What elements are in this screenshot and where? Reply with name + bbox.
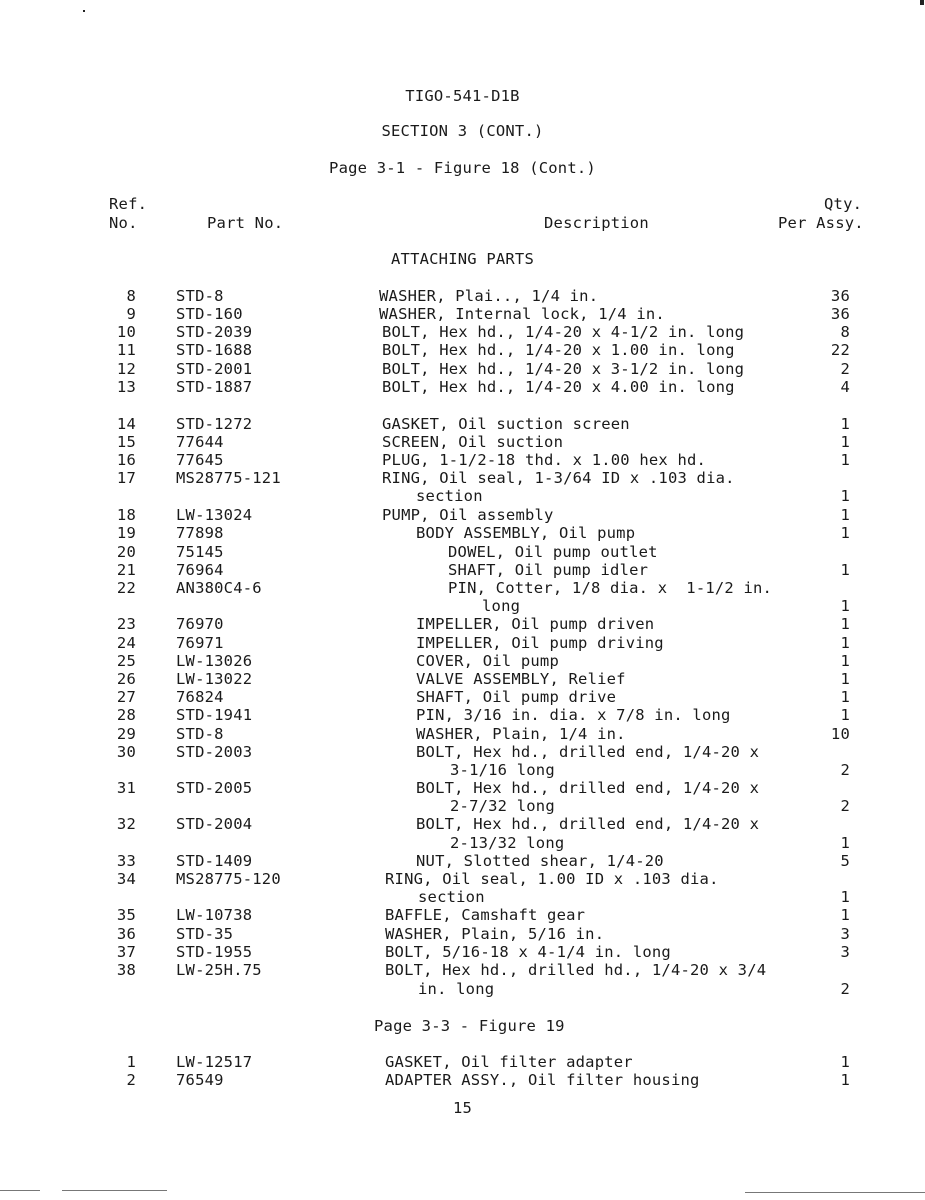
row-quantity: 36 <box>830 287 850 305</box>
row-quantity: 5 <box>840 852 850 870</box>
row-part-number: 77644 <box>176 433 224 451</box>
scan-edge-line <box>0 1190 40 1191</box>
scan-speck <box>920 0 924 5</box>
row-quantity: 1 <box>840 451 850 469</box>
row-description: 2-13/32 long <box>450 834 565 852</box>
row-ref-number: 38 <box>116 961 136 979</box>
row-quantity: 3 <box>840 925 850 943</box>
row-part-number: STD-8 <box>176 725 224 743</box>
row-ref-number: 29 <box>116 725 136 743</box>
row-description: BOLT, Hex hd., 1/4-20 x 4-1/2 in. long <box>382 323 745 341</box>
row-description: in. long <box>418 980 495 998</box>
row-quantity: 10 <box>830 725 850 743</box>
row-part-number: MS28775-120 <box>176 870 281 888</box>
row-ref-number: 31 <box>116 779 136 797</box>
row-ref-number: 16 <box>116 451 136 469</box>
row-description: NUT, Slotted shear, 1/4-20 <box>416 852 664 870</box>
row-description: GASKET, Oil filter adapter <box>385 1053 633 1071</box>
row-description: SCREEN, Oil suction <box>382 433 564 451</box>
row-part-number: 76549 <box>176 1071 224 1089</box>
description-header: Description <box>544 214 649 232</box>
row-quantity: 2 <box>840 360 850 378</box>
page-number: 15 <box>452 1099 473 1117</box>
row-ref-number: 32 <box>116 815 136 833</box>
row-ref-number: 12 <box>116 360 136 378</box>
row-description: BOLT, Hex hd., 1/4-20 x 3-1/2 in. long <box>382 360 745 378</box>
row-quantity: 2 <box>840 797 850 815</box>
row-description: WASHER, Internal lock, 1/4 in. <box>379 305 665 323</box>
row-ref-number: 27 <box>116 688 136 706</box>
row-description: BOLT, 5/16-18 x 4-1/4 in. long <box>385 943 671 961</box>
row-part-number: 76971 <box>176 634 224 652</box>
row-quantity: 1 <box>840 906 850 924</box>
row-quantity: 4 <box>840 378 850 396</box>
row-description: section <box>418 888 485 906</box>
row-quantity: 1 <box>840 834 850 852</box>
row-description: WASHER, Plain, 5/16 in. <box>385 925 605 943</box>
row-ref-number: 23 <box>116 615 136 633</box>
row-quantity: 1 <box>840 415 850 433</box>
row-description: RING, Oil seal, 1.00 ID x .103 dia. <box>385 870 719 888</box>
row-quantity: 36 <box>830 305 850 323</box>
row-ref-number: 17 <box>116 469 136 487</box>
row-part-number: 76970 <box>176 615 224 633</box>
row-description: COVER, Oil pump <box>416 652 559 670</box>
row-ref-number: 15 <box>116 433 136 451</box>
row-part-number: LW-25H.75 <box>176 961 262 979</box>
row-part-number: STD-2039 <box>176 323 253 341</box>
row-description: RING, Oil seal, 1-3/64 ID x .103 dia. <box>382 469 735 487</box>
row-quantity: 1 <box>840 615 850 633</box>
row-ref-number: 35 <box>116 906 136 924</box>
row-ref-number: 1 <box>126 1053 136 1071</box>
scan-speck <box>83 10 85 12</box>
row-ref-number: 14 <box>116 415 136 433</box>
row-description: BOLT, Hex hd., drilled end, 1/4-20 x <box>416 779 760 797</box>
row-ref-number: 28 <box>116 706 136 724</box>
row-description: BOLT, Hex hd., 1/4-20 x 1.00 in. long <box>382 341 735 359</box>
row-part-number: STD-1941 <box>176 706 253 724</box>
row-part-number: STD-1955 <box>176 943 253 961</box>
row-description: IMPELLER, Oil pump driven <box>416 615 655 633</box>
row-description: SHAFT, Oil pump drive <box>416 688 617 706</box>
row-quantity: 1 <box>840 506 850 524</box>
row-part-number: STD-160 <box>176 305 243 323</box>
row-part-number: 75145 <box>176 543 224 561</box>
row-part-number: STD-2003 <box>176 743 253 761</box>
row-description: section <box>416 487 483 505</box>
row-quantity: 1 <box>840 670 850 688</box>
row-part-number: STD-1409 <box>176 852 253 870</box>
row-description: VALVE ASSEMBLY, Relief <box>416 670 626 688</box>
document-id: TIGO-541-D1B <box>405 87 520 105</box>
row-ref-number: 19 <box>116 524 136 542</box>
row-quantity: 1 <box>840 597 850 615</box>
row-part-number: LW-13026 <box>176 652 253 670</box>
row-ref-number: 36 <box>116 925 136 943</box>
row-description: WASHER, Plain, 1/4 in. <box>416 725 626 743</box>
row-description: PIN, Cotter, 1/8 dia. x 1-1/2 in. <box>448 579 773 597</box>
row-part-number: STD-35 <box>176 925 234 943</box>
ref-header-line2: No. <box>109 214 138 232</box>
row-quantity: 1 <box>840 524 850 542</box>
row-quantity: 1 <box>840 706 850 724</box>
row-ref-number: 18 <box>116 506 136 524</box>
row-part-number: STD-2005 <box>176 779 253 797</box>
row-description: BODY ASSEMBLY, Oil pump <box>416 524 636 542</box>
row-quantity: 1 <box>840 561 850 579</box>
row-part-number: LW-12517 <box>176 1053 253 1071</box>
row-description: BOLT, Hex hd., drilled hd., 1/4-20 x 3/4 <box>385 961 767 979</box>
scan-edge-line <box>745 1192 925 1193</box>
row-ref-number: 37 <box>116 943 136 961</box>
figure-reference: Page 3-1 - Figure 18 (Cont.) <box>329 159 596 177</box>
row-ref-number: 34 <box>116 870 136 888</box>
row-ref-number: 30 <box>116 743 136 761</box>
row-quantity: 1 <box>840 433 850 451</box>
row-quantity: 1 <box>840 1071 850 1089</box>
row-part-number: 76964 <box>176 561 224 579</box>
row-quantity: 1 <box>840 634 850 652</box>
row-quantity: 1 <box>840 487 850 505</box>
scan-edge-line <box>62 1190 167 1191</box>
row-description: BAFFLE, Camshaft gear <box>385 906 586 924</box>
row-part-number: STD-1272 <box>176 415 253 433</box>
row-description: SHAFT, Oil pump idler <box>448 561 649 579</box>
row-part-number: STD-1688 <box>176 341 253 359</box>
row-description: IMPELLER, Oil pump driving <box>416 634 664 652</box>
row-ref-number: 22 <box>116 579 136 597</box>
attaching-parts-heading: ATTACHING PARTS <box>391 250 534 268</box>
row-quantity: 1 <box>840 688 850 706</box>
row-description: long <box>482 597 521 615</box>
row-description: ADAPTER ASSY., Oil filter housing <box>385 1071 700 1089</box>
row-part-number: LW-13022 <box>176 670 253 688</box>
row-part-number: STD-2001 <box>176 360 253 378</box>
row-ref-number: 33 <box>116 852 136 870</box>
row-quantity: 2 <box>840 761 850 779</box>
row-part-number: LW-13024 <box>176 506 253 524</box>
row-ref-number: 11 <box>116 341 136 359</box>
row-quantity: 1 <box>840 888 850 906</box>
row-part-number: STD-2004 <box>176 815 253 833</box>
row-quantity: 1 <box>840 1053 850 1071</box>
row-ref-number: 20 <box>116 543 136 561</box>
row-ref-number: 2 <box>126 1071 136 1089</box>
row-description: PUMP, Oil assembly <box>382 506 554 524</box>
row-part-number: STD-8 <box>176 287 224 305</box>
row-part-number: AN380C4-6 <box>176 579 262 597</box>
row-part-number: 77898 <box>176 524 224 542</box>
figure-19-heading: Page 3-3 - Figure 19 <box>374 1017 565 1035</box>
row-ref-number: 13 <box>116 378 136 396</box>
row-quantity: 1 <box>840 652 850 670</box>
row-ref-number: 24 <box>116 634 136 652</box>
row-ref-number: 25 <box>116 652 136 670</box>
qty-header-line2: Per Assy. <box>778 214 864 232</box>
row-description: BOLT, Hex hd., drilled end, 1/4-20 x <box>416 815 760 833</box>
row-description: DOWEL, Oil pump outlet <box>448 543 658 561</box>
row-part-number: 77645 <box>176 451 224 469</box>
row-part-number: STD-1887 <box>176 378 253 396</box>
qty-header-line1: Qty. <box>824 195 863 213</box>
row-ref-number: 9 <box>126 305 136 323</box>
row-description: PIN, 3/16 in. dia. x 7/8 in. long <box>416 706 731 724</box>
part-no-header: Part No. <box>207 214 284 232</box>
row-ref-number: 21 <box>116 561 136 579</box>
row-part-number: 76824 <box>176 688 224 706</box>
row-description: BOLT, Hex hd., 1/4-20 x 4.00 in. long <box>382 378 735 396</box>
row-ref-number: 8 <box>126 287 136 305</box>
row-description: WASHER, Plai.., 1/4 in. <box>379 287 599 305</box>
row-ref-number: 26 <box>116 670 136 688</box>
row-quantity: 2 <box>840 980 850 998</box>
row-quantity: 3 <box>840 943 850 961</box>
row-description: GASKET, Oil suction screen <box>382 415 630 433</box>
section-title: SECTION 3 (CONT.) <box>381 122 544 140</box>
row-part-number: MS28775-121 <box>176 469 281 487</box>
row-quantity: 22 <box>830 341 850 359</box>
ref-header-line1: Ref. <box>109 195 148 213</box>
row-description: BOLT, Hex hd., drilled end, 1/4-20 x <box>416 743 760 761</box>
row-part-number: LW-10738 <box>176 906 253 924</box>
row-quantity: 8 <box>840 323 850 341</box>
row-ref-number: 10 <box>116 323 136 341</box>
row-description: 3-1/16 long <box>450 761 555 779</box>
row-description: PLUG, 1-1/2-18 thd. x 1.00 hex hd. <box>382 451 707 469</box>
row-description: 2-7/32 long <box>450 797 555 815</box>
